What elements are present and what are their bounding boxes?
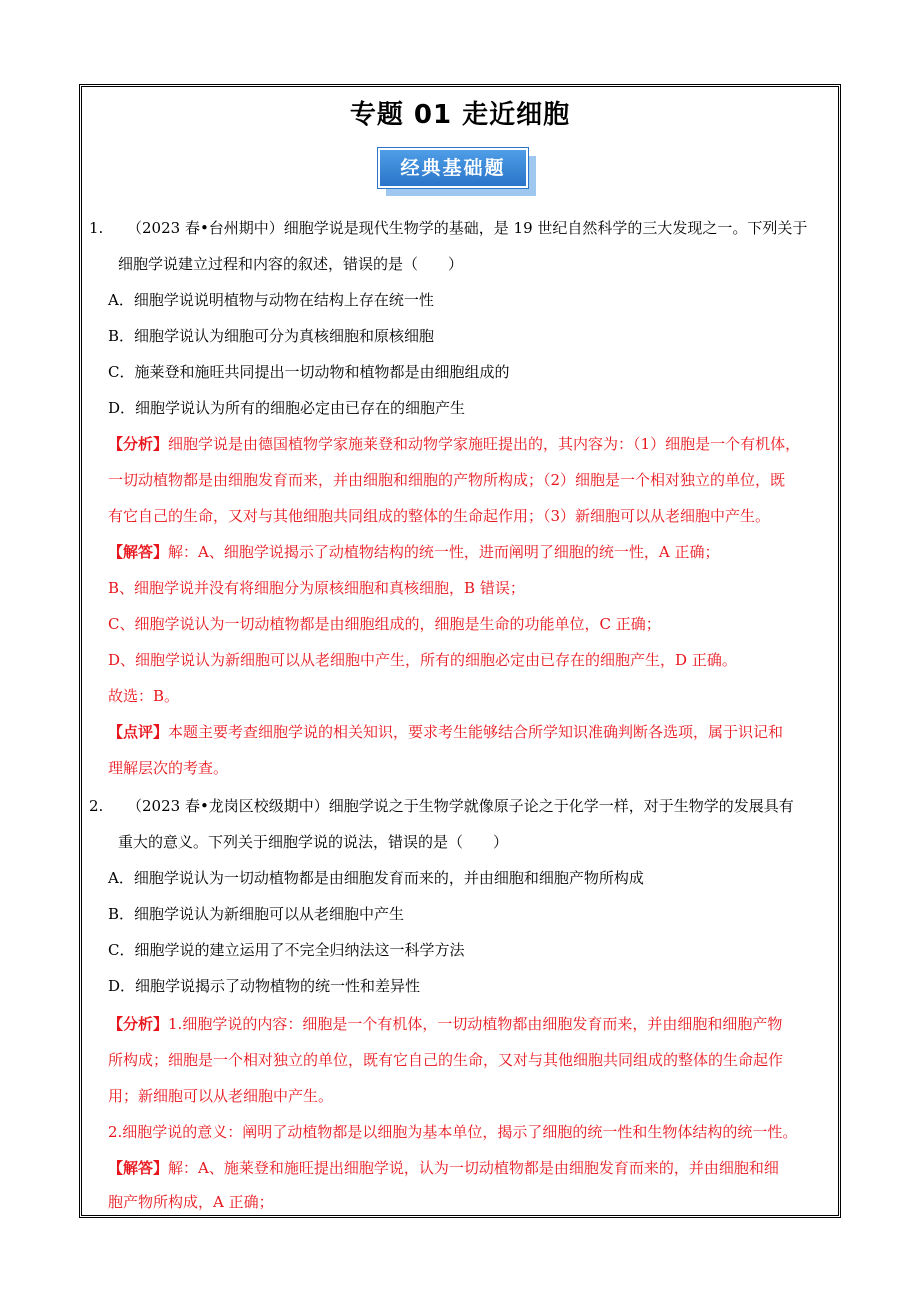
q2-option-a: A．细胞学说认为一切动植物都是由细胞发育而来的，并由细胞和细胞产物所构成 <box>108 869 644 887</box>
answer-tag: 【解答】 <box>108 1159 169 1177</box>
question-2-stem: （2023 春•龙岗区校级期中）细胞学说之于生物学就像原子论之于化学一样，对于生物学的发展具有 <box>127 797 794 815</box>
q1-answer-line-3: C、细胞学说认为一切动植物都是由细胞组成的，细胞是生命的功能单位，C 正确； <box>108 615 661 633</box>
section-badge <box>378 148 538 198</box>
page-title: 专题 01 走近细胞 <box>349 100 571 130</box>
answer-tag: 【解答】 <box>108 543 169 561</box>
q1-analysis <box>108 434 834 454</box>
q1-answer-line-2: B、细胞学说并没有将细胞分为原核细胞和真核细胞，B 错误； <box>108 579 525 597</box>
q2-analysis-line-2: 所构成；细胞是一个相对独立的单位，既有它自己的生命，又对与其他细胞共同组成的整体的生命起作 <box>108 1051 784 1069</box>
q1-option-d: D．细胞学说认为所有的细胞必定由已存在的细胞产生 <box>108 399 466 417</box>
q1-choice: 故选：B。 <box>108 687 180 705</box>
question-1-number: 1. <box>89 219 104 237</box>
q1-comment-line-2: 理解层次的考查。 <box>108 759 229 777</box>
q1-option-b: B．细胞学说认为细胞可分为真核细胞和原核细胞 <box>108 327 435 345</box>
q1-comment <box>108 722 834 742</box>
q1-option-a: A．细胞学说说明植物与动物在结构上存在统一性 <box>108 291 434 309</box>
question-2-stem-cont: 重大的意义。下列关于细胞学说的说法，错误的是（ ） <box>118 833 509 851</box>
analysis-tag: 【分析】 <box>108 435 169 453</box>
q2-option-c: C．细胞学说的建立运用了不完全归纳法这一科学方法 <box>108 941 465 959</box>
question-1-stem-cont: 细胞学说建立过程和内容的叙述，错误的是（ ） <box>118 255 464 273</box>
question-1-stem: （2023 春•台州期中）细胞学说是现代生物学的基础，是 19 世纪自然科学的三大发现之一。下列关于 <box>127 219 808 237</box>
q1-analysis-line-3: 有它自己的生命，又对与其他细胞共同组成的整体的生命起作用；（3）新细胞可以从老细胞中产生。 <box>108 507 771 525</box>
q2-answer <box>108 1158 834 1178</box>
answer-text: 解：A、施莱登和施旺提出细胞学说，认为一切动植物都是由细胞发育而来的，并由细胞和细 <box>168 1159 779 1177</box>
comment-text: 本题主要考查细胞学说的相关知识，要求考生能够结合所学知识准确判断各选项，属于识记和 <box>168 723 784 741</box>
analysis-text: 细胞学说是由德国植物学家施莱登和动物学家施旺提出的，其内容为：（1）细胞是一个有机体， <box>168 435 801 453</box>
badge-label: 经典基础题 <box>378 148 528 188</box>
comment-tag: 【点评】 <box>108 723 169 741</box>
q2-answer-line-2: 胞产物所构成，A 正确； <box>108 1193 274 1211</box>
q2-analysis-line-4: 2.细胞学说的意义：阐明了动植物都是以细胞为基本单位，揭示了细胞的统一性和生物体结构的统一性。 <box>108 1123 798 1141</box>
analysis-tag: 【分析】 <box>108 1015 169 1033</box>
q2-option-b: B．细胞学说认为新细胞可以从老细胞中产生 <box>108 905 405 923</box>
q2-option-d: D．细胞学说揭示了动物植物的统一性和差异性 <box>108 977 421 995</box>
analysis-text: 1.细胞学说的内容：细胞是一个有机体，一切动植物都由细胞发育而来，并由细胞和细胞产物 <box>168 1015 783 1033</box>
q1-answer <box>108 542 834 562</box>
q1-answer-line-4: D、细胞学说认为新细胞可以从老细胞中产生，所有的细胞必定由已存在的细胞产生，D 正确。 <box>108 651 737 669</box>
q1-analysis-line-2: 一切动植物都是由细胞发育而来，并由细胞和细胞的产物所构成；（2）细胞是一个相对独立的单位，既 <box>108 471 786 489</box>
q1-option-c: C．施莱登和施旺共同提出一切动物和植物都是由细胞组成的 <box>108 363 510 381</box>
answer-text: 解：A、细胞学说揭示了动植物结构的统一性，进而阐明了细胞的统一性，A 正确； <box>168 543 720 561</box>
question-2-number: 2. <box>89 797 104 815</box>
q2-analysis <box>108 1014 834 1034</box>
q2-analysis-line-3: 用；新细胞可以从老细胞中产生。 <box>108 1087 334 1105</box>
